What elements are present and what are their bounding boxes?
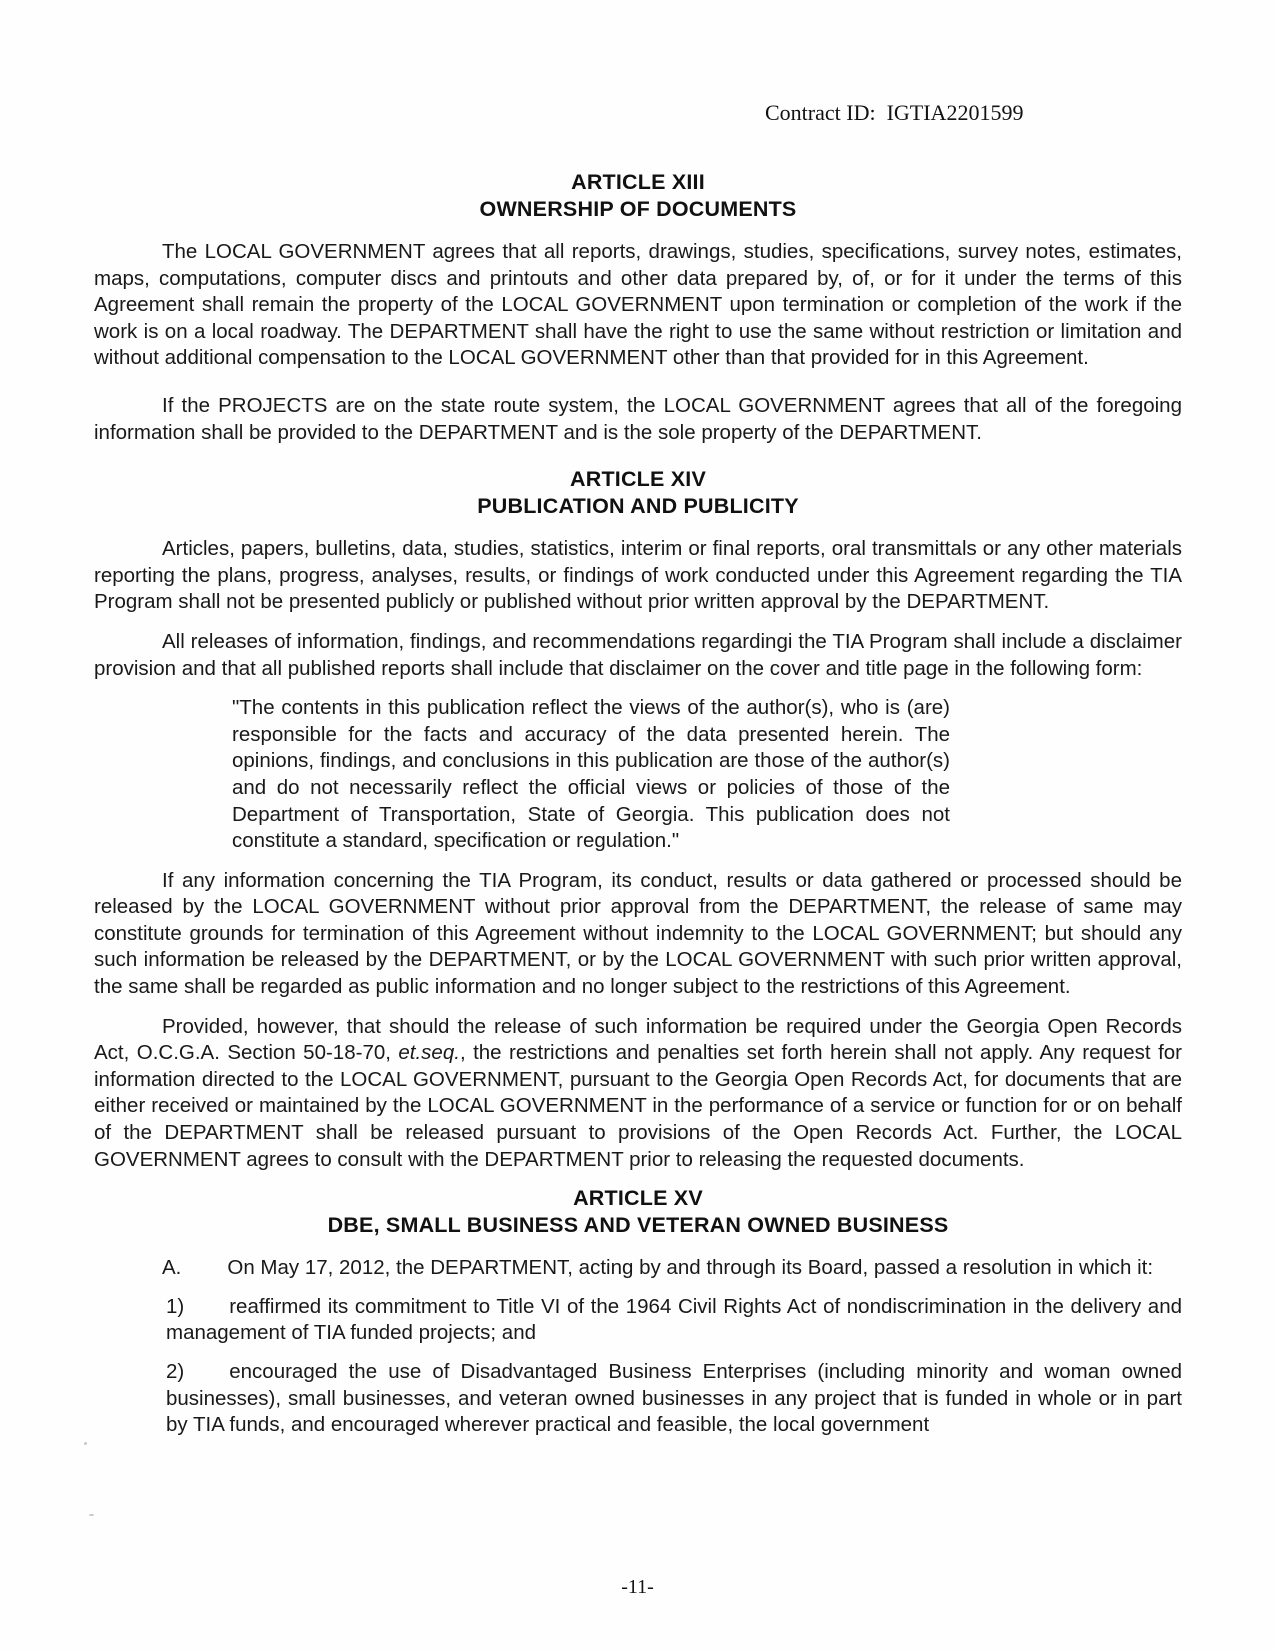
- numbered-item-1-text: reaffirmed its commitment to Title VI of the 1964 Civil Rights Act of nondiscrimination in the delivery and management of TIA funded projects; and: [166, 1294, 1182, 1345]
- numbered-item-2: [166, 1359, 1182, 1439]
- article-13-paragraph-2: If the PROJECTS are on the state route system, the LOCAL GOVERNMENT agrees that all of the foregoing information shall be provided to the DEPARTMENT and is the sole property of the DEPARTMENT.: [94, 393, 1182, 444]
- disclaimer-block-quote: "The contents in this publication reflect the views of the author(s), who is (are) responsible for the facts and accuracy of the data presented herein. The opinions, findings, and conclusions in this publication are those of the author(s) and do not necessarily reflect the official views or policies of those of the Department of Transportation, State of Georgia. This publication does not constitute a standard, specification or regulation.": [232, 696, 950, 853]
- scan-artifact-dot: [89, 1514, 94, 1516]
- article-14-paragraph-1: Articles, papers, bulletins, data, studies, statistics, interim or final reports, oral transmittals or any other materials reporting the plans, progress, analyses, results, or findings of work conducted under this Agreement regarding the TIA Program shall not be presented publicly or published without prior written approval by the DEPARTMENT.: [94, 537, 1182, 614]
- article-15-title: ARTICLE XV: [573, 1186, 703, 1211]
- article-13-paragraph-1: The LOCAL GOVERNMENT agrees that all reports, drawings, studies, specifications, survey notes, estimates, maps, computations, computer discs and printouts and other data prepared by, of, or for it under the terms of this Agreement shall remain the property of the LOCAL GOVERNMENT upon termination or completion of the work if the work is on a local roadway. The DEPARTMENT shall have the right to use the same without restriction or limitation and without additional compensation to the LOCAL GOVERNMENT other than that provided for in this Agreement.: [94, 240, 1182, 370]
- article-14-paragraph-4: [94, 1014, 1182, 1174]
- paragraph-4-text-before-citation: Provided, however, that should the release of such information be required under the Georgia Open Records Act, O.C.G.A. Section 50-18-70,: [94, 1014, 1182, 1065]
- article-14-paragraph-3: If any information concerning the TIA Program, its conduct, results or data gathered or processed should be released by the LOCAL GOVERNMENT without prior approval from the DEPARTMENT, the release of same may constitute grounds for termination of this Agreement without indemnity to the LOCAL GOVERNMENT; but should any such information be released by the DEPARTMENT, or by the LOCAL GOVERNMENT with such prior written approval, the same shall be regarded as public information and no longer subject to the restrictions of this Agreement.: [94, 868, 1182, 999]
- section-a-label: A.: [162, 1256, 182, 1280]
- numbered-item-2-text: encouraged the use of Disadvantaged Business Enterprises (including minority and woman owned businesses), small businesses, and veteran owned businesses in any project that is funded in whole or in part by TIA funds, and encouraged wherever practical and feasible, the local government: [166, 1360, 1182, 1437]
- page-content: [94, 0, 1182, 1439]
- article-13-heading: [94, 169, 1182, 223]
- paragraph-4-text-after-citation: , the restrictions and penalties set forth herein shall not apply. Any request for information directed to the LOCAL GOVERNMENT, pursuant to the Georgia Open Records Act, for documents that are either received or maintained by the LOCAL GOVERNMENT in the performance of a service or function for or on behalf of the DEPARTMENT shall be released pursuant to provisions of the Open Records Act. Further, the LOCAL GOVERNMENT agrees to consult with the DEPARTMENT prior to releasing the requested documents.: [94, 1041, 1182, 1171]
- article-13-subtitle: OWNERSHIP OF DOCUMENTS: [479, 197, 797, 221]
- page-number: -11-: [621, 1576, 654, 1598]
- numbered-item-1-label: 1): [166, 1294, 185, 1318]
- citation-et-seq: et.seq.: [398, 1041, 460, 1065]
- section-a-text: On May 17, 2012, the DEPARTMENT, acting by and through its Board, passed a resolution in which it:: [227, 1256, 1154, 1280]
- article-14-title: ARTICLE XIV: [570, 467, 706, 492]
- article-13-title: ARTICLE XIII: [571, 170, 705, 194]
- scan-artifact-dot: [84, 1442, 87, 1445]
- article-14-paragraph-2: All releases of information, findings, and recommendations regardingi the TIA Program shall include a disclaimer provision and that all published reports shall include that disclaimer on the cover and title page in the following form:: [94, 629, 1182, 680]
- numbered-item-2-label: 2): [166, 1360, 185, 1383]
- article-14-heading: [94, 466, 1182, 520]
- contract-id-header: Contract ID: IGTIA2201599: [765, 100, 1024, 125]
- section-a-paragraph: [94, 1255, 1182, 1282]
- article-15-heading: [94, 1185, 1182, 1239]
- article-14-subtitle: PUBLICATION AND PUBLICITY: [477, 494, 799, 519]
- numbered-item-1: [166, 1294, 1182, 1347]
- article-15-subtitle: DBE, SMALL BUSINESS AND VETERAN OWNED BUSINESS: [327, 1213, 949, 1238]
